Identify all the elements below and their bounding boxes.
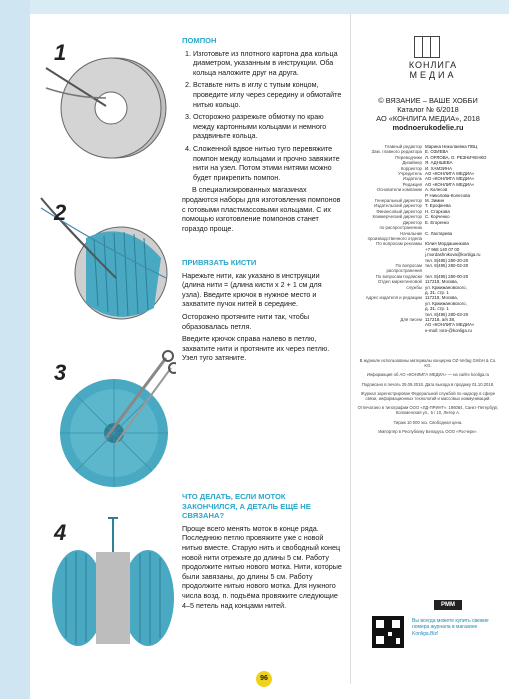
fine-line: В журнале использованы материалы концерна OZ-Verlag GmbH & Co. KG.: [359, 358, 497, 369]
section-title: ЧТО ДЕЛАТЬ, ЕСЛИ МОТОК ЗАКОНЧИЛСЯ, А ДЕТАЛЬ ЕЩЁ НЕ СВЯЗАНА?: [182, 492, 311, 521]
pompon-note: В специализированных магазинах продаются наборы для изготовления помпонов с готовыми пластмассовыми кольцами. С их помощью изготовление помпонов станет гораздо проще.: [182, 185, 341, 233]
staff-value: АО «КОНЛИГА МЕДИА»: [425, 171, 475, 177]
staff-role: Зам. главного редактора: [371, 149, 422, 155]
staff-value: ул. Кржижановского,: [425, 284, 467, 290]
staff-value: С. Корченко: [425, 214, 450, 220]
section-title: ПОМПОН: [182, 36, 217, 45]
fine-line: Тираж 10 000 экз. Свободная цена.: [393, 419, 463, 425]
fine-line: Подписано в печать 25.09.2018. Дата выхода в продажу 01.10.2018.: [361, 381, 495, 387]
column-divider: [350, 14, 351, 684]
staff-value: тел. 8(495) 280-20-20: [425, 257, 469, 263]
staff-role: распространения: [386, 268, 422, 274]
paragraph: Проще всего менять моток в конце ряда. Последнюю петлю провяжите уже с новой нитью вместе. Старую нить и свободный конец новой нити отрежьте до длины 5 см. Работу продолжите нитью нового мотка. Нити, которые были завязаны, до длины 5 см. Работу продолжите нитью нового мотка. Для нужного числа возд. п. подъёма провяжите следующие 4–5 петель над концами нитей.: [182, 523, 342, 610]
tassel-section: [182, 258, 342, 366]
staff-value: М. Зимин: [425, 198, 445, 204]
staff-role: Финансовый директор: [376, 208, 422, 214]
step-illustration-2: [36, 188, 176, 338]
fine-line: Журнал зарегистрирован Федеральной службой по надзору в сфере связи, информационных технологий и массовых коммуникаций.: [360, 390, 496, 402]
pompon-section: [182, 36, 342, 236]
brand-name-line1: КОНЛИГА: [408, 60, 458, 70]
fine-line: Отпечатано в типографии ООО «ЛД-ПРИНТ». 196084, Санкт-Петербург, Коломенская ул., 5 / 10, Литер А.: [357, 405, 499, 416]
staff-value: д. 31, стр. 1: [425, 306, 449, 312]
staff-row: [356, 328, 500, 333]
staff-value: 117218, а/я 38,: [425, 317, 456, 322]
list-item: 1. Изготовьте из плотного картона два кольца диаметром, указанным в инструкции. Оба кольца наложите друг на друга.: [193, 49, 342, 78]
list-item: 4. Сложенной вдвое нитью туго перевяжите помпон между кольцами и прочно завяжите нити на узел. Потом этими нитями можно будет прикрепить помпон.: [193, 144, 342, 182]
copyright-line: Каталог № 6/2018: [397, 105, 459, 114]
illustrations-column: [36, 28, 176, 668]
staff-value: 117218, Москва,: [425, 295, 458, 301]
list-item: 2. Вставьте нить в иглу с тупым концом, проведите иглу через середину и обмотайте нитью кольцо.: [193, 80, 342, 109]
staff-role: Коммерческий директор: [372, 214, 422, 220]
left-band: [0, 0, 30, 699]
konliga-logo-icon: [414, 36, 440, 58]
staff-value: ул. Кржижановского,: [425, 300, 467, 306]
step-number: 1: [54, 40, 67, 65]
shop-promo-text: Вы всегда можете купить свежие номера журнала в магазине Konliga.Biz!: [412, 618, 489, 637]
staff-value: Марина Николаевна ПВЦ: [425, 144, 478, 149]
staff-value: тел. 8(495) 280-00-20: [425, 273, 469, 279]
staff-value: Т. Ерофеева: [425, 203, 451, 209]
staff-value: тел. 8(495) 280-02-20: [425, 262, 469, 268]
staff-value: Л. ОРЛОВА, О. РЕЗНИЧЕНКО: [425, 154, 487, 160]
staff-role: Издатель: [402, 176, 422, 182]
copyright-line: © ВЯЗАНИЕ – ВАШЕ ХОББИ: [378, 96, 478, 105]
staff-role: Корректор: [400, 165, 422, 171]
staff-value: Н. Старкова: [425, 208, 450, 214]
brand-name-line2: МЕДИА: [409, 70, 457, 80]
staff-value: С. Лахтарева: [425, 230, 453, 236]
staff-value: e-mail: Iora-@konliga.ru: [425, 327, 472, 333]
copyright-block: [356, 96, 500, 132]
staff-role: Основатели компании: [376, 187, 422, 193]
page-number: 96: [256, 671, 272, 687]
staff-value: И. ХАМЗИНА: [425, 165, 453, 171]
website-link[interactable]: modnoerukodelie.ru: [392, 123, 464, 132]
staff-role: по распространению: [379, 225, 422, 231]
qr-code-icon[interactable]: [372, 616, 404, 648]
staff-role: По вопросам рекламы: [376, 241, 422, 247]
paragraph: Осторожно протяните нити так, чтобы образовалась петля.: [182, 311, 310, 331]
staff-role: Учредитель: [398, 171, 422, 177]
staff-value: Е. ОЗИЕВА: [425, 149, 449, 155]
staff-value: j.mordashnikova@konliga.ru: [425, 252, 481, 258]
section-title: ПРИВЯЗАТЬ КИСТИ: [182, 258, 257, 267]
staff-value: АО «КОНЛИГА МЕДИА»: [425, 322, 475, 328]
staff-role: Переводчики: [395, 154, 422, 160]
staff-role: Директор: [402, 219, 422, 225]
staff-role: Редакция: [402, 181, 422, 187]
copyright-line: АО «КОНЛИГА МЕДИА», 2018: [376, 114, 480, 123]
staff-role: Издательский директор: [373, 203, 422, 209]
top-band: [0, 0, 509, 14]
staff-role: службы: [406, 284, 422, 290]
list-item: 3. Осторожно разрежьте обмотку по краю между картонными кольцами и немного раздвиньте кольца.: [193, 112, 342, 141]
staff-value: тел. 8(495) 280-03-20: [425, 311, 469, 317]
staff-role: [356, 328, 425, 333]
staff-value: Р. Николова-Колесова: [425, 192, 471, 198]
step-illustration-3: [36, 348, 176, 498]
staff-role: Для писем: [400, 317, 422, 322]
staff-value: АО «КОНЛИГА МЕДИА»: [425, 176, 475, 182]
fine-line: Информация об АО «КОНЛИГА МЕДИА» — на сайте konliga.ru: [366, 372, 490, 378]
staff-role: Начальник: [400, 230, 422, 236]
step-number: 3: [54, 360, 67, 385]
paragraph: Введите крючок справа налево в петлю, захватите нити и протяните их через петлю. Узел туго затяните.: [182, 334, 330, 363]
staff-role: Главный редактор: [384, 144, 422, 149]
staff-value: +7 968 140 07 00: [425, 246, 460, 252]
staff-role: Отдел маркетинговой: [377, 279, 422, 285]
staff-role: По вопросам подписки: [375, 273, 422, 279]
staff-role: Дизайнер: [402, 160, 422, 166]
staff-value: Е. Егоренко: [425, 219, 449, 225]
staff-role: По вопросам: [395, 262, 422, 268]
staff-role: Адрес издателя и редакции: [365, 295, 422, 301]
staff-value: д. 31, стр. 1: [425, 289, 449, 295]
staff-value: 117218, Москва,: [425, 279, 458, 285]
staff-role: производственного отдела: [367, 235, 422, 241]
step-number: 4: [54, 520, 67, 545]
staff-role: Генеральный директор: [374, 198, 422, 204]
pmm-logo: PMM: [434, 600, 462, 610]
step-number: 2: [54, 200, 67, 225]
staff-list: [356, 144, 500, 333]
paragraph: Нарежьте нити, как указано в инструкции (длина нити = (длина кисти х 2 + 1 см для узла). Введите крючок в нужное место и захватите пучок нитей в середине.: [182, 270, 322, 309]
fine-line: Импортёр в Республику Беларусь ООО «Росчерк».: [378, 428, 478, 434]
step-illustration-4: [36, 508, 176, 658]
staff-value: Юлия Мордашникова: [425, 241, 469, 247]
step-illustration-1: [36, 28, 176, 178]
staff-value: А. Колесов: [425, 187, 448, 193]
skein-section: [182, 492, 342, 613]
staff-value: АО «КОНЛИГА МЕДИА»: [425, 181, 475, 187]
staff-value: Я. АДНШЕВА: [425, 160, 453, 166]
pompon-steps: [182, 49, 342, 183]
fine-print: [356, 358, 500, 434]
